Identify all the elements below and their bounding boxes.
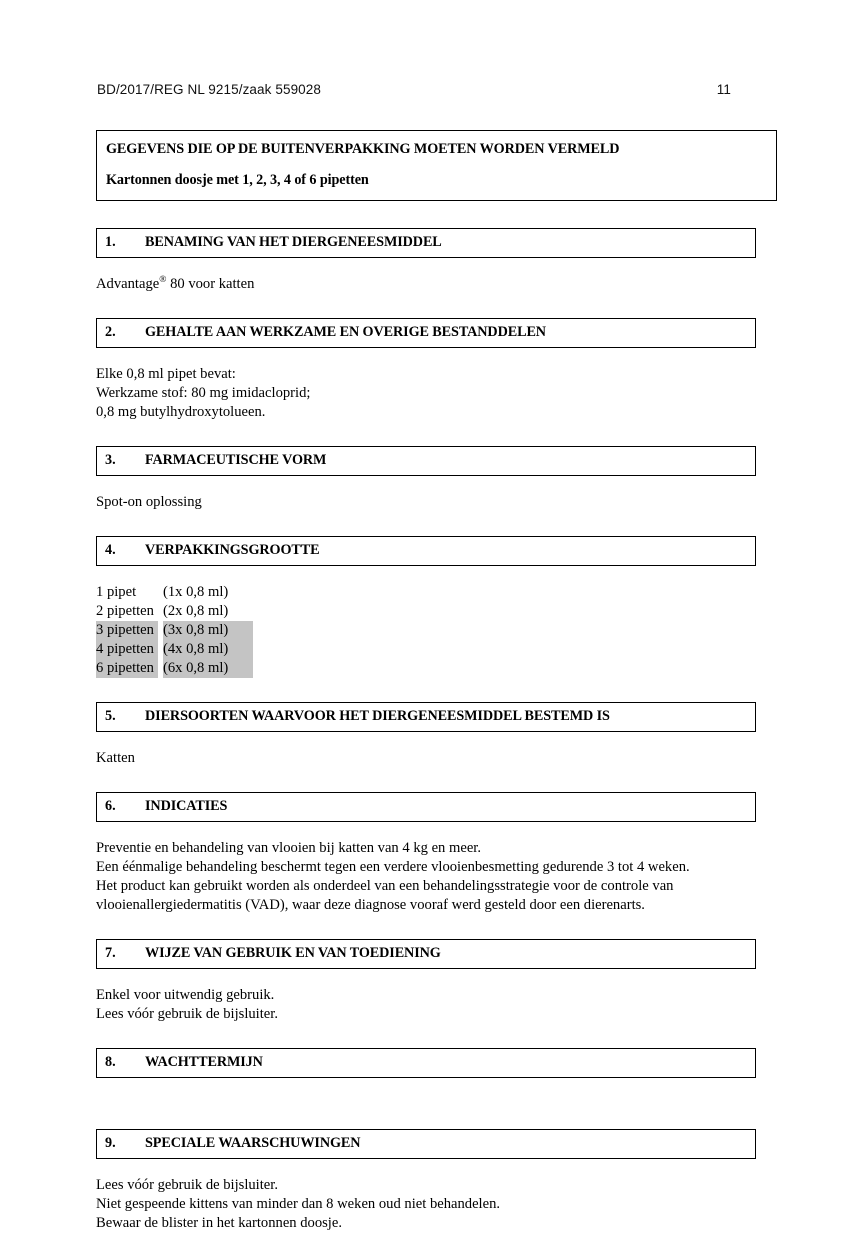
spacer (96, 822, 776, 839)
section-number: 6. (105, 798, 116, 815)
packaging-size-list (96, 583, 776, 678)
section-title: INDICATIES (145, 798, 228, 815)
spacer (96, 768, 776, 792)
packaging-quantity: (1x 0,8 ml) (163, 584, 229, 601)
packaging-label: 2 pipetten (96, 603, 154, 620)
section-heading-9 (96, 1129, 756, 1159)
packaging-quantity: (6x 0,8 ml) (163, 659, 253, 678)
section-heading-5 (96, 702, 756, 732)
section-heading-2 (96, 318, 756, 348)
packaging-row (96, 583, 776, 602)
section-heading-4 (96, 536, 756, 566)
section-heading-7 (96, 939, 756, 969)
spacer (96, 294, 776, 318)
section-title: WACHTTERMIJN (145, 1054, 263, 1071)
packaging-row (96, 640, 776, 659)
section-title: VERPAKKINGSGROOTTE (145, 542, 320, 559)
spacer (96, 566, 776, 583)
section-title: SPECIALE WAARSCHUWINGEN (145, 1135, 361, 1152)
document-content (96, 130, 776, 1233)
packaging-row (96, 659, 776, 678)
section-body-7 (96, 986, 776, 1024)
spacer (96, 476, 776, 493)
product-name: Advantage (96, 276, 160, 293)
document-header (97, 82, 731, 97)
body-line: Elke 0,8 ml pipet bevat: (96, 366, 236, 383)
title-box-line-1: GEGEVENS DIE OP DE BUITENVERPAKKING MOETEN WORDEN VERMELD (106, 141, 620, 157)
spacer (96, 1024, 776, 1048)
section-heading-3 (96, 446, 756, 476)
body-line: Preventie en behandeling van vlooien bij katten van 4 kg en meer. (96, 840, 481, 857)
packaging-label: 3 pipetten (96, 621, 158, 640)
section-title: BENAMING VAN HET DIERGENEESMIDDEL (145, 234, 442, 251)
body-line: Niet gespeende kittens van minder dan 8 weken oud niet behandelen. (96, 1196, 501, 1212)
packaging-quantity: (3x 0,8 ml) (163, 621, 253, 640)
section-body-2 (96, 365, 776, 422)
packaging-label: 6 pipetten (96, 659, 158, 678)
title-box-line-2: Kartonnen doosje met 1, 2, 3, 4 of 6 pipetten (106, 172, 369, 189)
spacer (96, 422, 776, 446)
body-line: Lees vóór gebruik de bijsluiter. (96, 1177, 278, 1194)
body-line: Een éénmalige behandeling beschermt tegen een verdere vlooienbesmetting gedurende 3 tot 4 weken. (96, 859, 690, 876)
product-name-line (96, 275, 776, 294)
body-line: Enkel voor uitwendig gebruik. (96, 987, 275, 1004)
section-title: GEHALTE AAN WERKZAME EN OVERIGE BESTANDDELEN (145, 324, 546, 341)
body-line: Het product kan gebruikt worden als onderdeel van een behandelingsstrategie voor de controle van (96, 878, 674, 895)
spacer (96, 201, 776, 228)
header-page-number: 11 (716, 82, 731, 97)
section-number: 4. (105, 542, 116, 559)
product-name-suffix: 80 voor katten (166, 276, 255, 293)
title-box (96, 130, 777, 201)
spacer (96, 258, 776, 275)
packaging-quantity: (4x 0,8 ml) (163, 640, 253, 659)
spacer (96, 969, 776, 986)
section-body-1 (96, 275, 776, 294)
section-title: DIERSOORTEN WAARVOOR HET DIERGENEESMIDDEL BESTEMD IS (145, 708, 610, 725)
spacer (96, 915, 776, 939)
body-line: 0,8 mg butylhydroxytolueen. (96, 404, 266, 421)
section-heading-1 (96, 228, 756, 258)
section-number: 7. (105, 945, 116, 962)
section-heading-8 (96, 1048, 756, 1078)
body-line: Katten (96, 750, 135, 767)
section-body-9 (96, 1176, 776, 1233)
body-line: Spot-on oplossing (96, 494, 202, 511)
spacer-empty-section (96, 1078, 776, 1129)
spacer (96, 732, 776, 749)
body-line: Bewaar de blister in het kartonnen doosje. (96, 1214, 342, 1231)
section-number: 5. (105, 708, 116, 725)
section-title: FARMACEUTISCHE VORM (145, 452, 327, 469)
section-number: 8. (105, 1054, 116, 1071)
packaging-quantity: (2x 0,8 ml) (163, 603, 229, 620)
registered-trademark-icon: ® (159, 275, 167, 286)
section-number: 3. (105, 452, 116, 469)
packaging-label: 4 pipetten (96, 640, 158, 659)
packaging-row (96, 621, 776, 640)
body-line: vlooienallergiedermatitis (VAD), waar deze diagnose vooraf werd gesteld door een dierenarts. (96, 897, 645, 914)
header-reference: BD/2017/REG NL 9215/zaak 559028 (97, 82, 321, 97)
section-heading-6 (96, 792, 756, 822)
section-number: 2. (105, 324, 116, 341)
body-line: Werkzame stof: 80 mg imidacloprid; (96, 385, 311, 402)
spacer (96, 678, 776, 702)
section-body-3 (96, 493, 776, 512)
spacer (96, 348, 776, 365)
packaging-row (96, 602, 776, 621)
spacer (96, 1159, 776, 1176)
body-line: Lees vóór gebruik de bijsluiter. (96, 1006, 278, 1023)
section-number: 9. (105, 1135, 116, 1152)
section-body-6 (96, 839, 776, 915)
packaging-label: 1 pipet (96, 584, 137, 601)
section-title: WIJZE VAN GEBRUIK EN VAN TOEDIENING (145, 945, 441, 962)
section-number: 1. (105, 234, 116, 251)
section-body-5 (96, 749, 776, 768)
spacer (96, 512, 776, 536)
